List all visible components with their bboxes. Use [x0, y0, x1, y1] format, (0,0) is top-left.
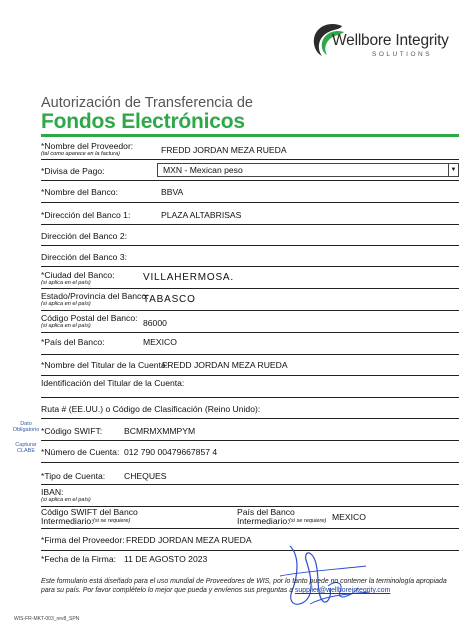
footer-disclaimer — [41, 577, 461, 595]
row-cp — [41, 311, 459, 333]
label-ident: Identificación del Titular de la Cuenta: — [41, 378, 185, 388]
label-cuenta: *Número de Cuenta: — [41, 447, 120, 457]
form-code: WIS-FR-MKT-003_rev8_SPN — [14, 616, 80, 622]
label-dir1: *Dirección del Banco 1: — [41, 210, 131, 220]
label-titular: *Nombre del Titular de la Cuenta: — [41, 360, 169, 370]
field-pais[interactable]: MEXICO — [143, 337, 177, 347]
field-dir1[interactable]: PLAZA ALTABRISAS — [161, 210, 242, 220]
row-ciudad — [41, 267, 459, 289]
currency-select[interactable] — [157, 163, 459, 177]
label-pais-int-2: Intermediario: — [237, 516, 290, 526]
label-pais: *País del Banco: — [41, 337, 105, 347]
signature-scribble — [270, 536, 380, 616]
label-ciudad: *Ciudad del Banco: — [41, 270, 115, 280]
footer-text: Este formulario está diseñado para el uso mundial de Proveedores de WIS, por lo tanto puede no contener la terminología apropiada para su país. Por favor complételo lo mejor que pueda y envíenos sus preguntas a — [41, 578, 447, 594]
field-estado[interactable]: TABASCO — [143, 294, 196, 305]
side-note-capturar-line2: CLABE — [16, 448, 36, 454]
note-iban: (si aplica en el país) — [41, 497, 91, 503]
label-cp: Código Postal del Banco: — [41, 313, 138, 323]
row-iban — [41, 485, 459, 507]
chevron-down-icon[interactable]: ▼ — [448, 164, 458, 176]
row-dir1 — [41, 203, 459, 225]
label-dir3: Dirección del Banco 3: — [41, 252, 127, 262]
row-fecha — [41, 551, 459, 572]
note-cp: (si aplica en el país) — [41, 323, 91, 329]
row-pais — [41, 333, 459, 355]
note-pais-int: (si se requiere) — [289, 518, 327, 524]
row-divisa — [41, 160, 459, 181]
label-iban: IBAN: — [41, 487, 64, 497]
row-banco — [41, 181, 459, 203]
label-swift: *Código SWIFT: — [41, 426, 103, 436]
field-pais-int[interactable]: MEXICO — [332, 512, 366, 522]
field-fecha[interactable]: 11 DE AGOSTO 2023 — [124, 554, 208, 564]
field-tipo[interactable]: CHEQUES — [124, 471, 167, 481]
label-tipo: *Tipo de Cuenta: — [41, 471, 106, 481]
field-titular[interactable]: FREDD JORDAN MEZA RUEDA — [162, 360, 288, 370]
currency-value: MXN - Mexican peso — [163, 165, 243, 175]
row-tipo — [41, 463, 459, 485]
row-estado — [41, 289, 459, 311]
side-note-capturar-line1: Capturar — [15, 442, 37, 448]
field-firma[interactable]: FREDD JORDAN MEZA RUEDA — [126, 535, 252, 545]
field-banco[interactable]: BBVA — [161, 187, 184, 197]
row-dir2 — [41, 225, 459, 246]
note-swift-int: (si se requiere) — [93, 518, 131, 524]
row-titular — [41, 355, 459, 376]
field-cuenta[interactable]: 012 790 00479667857 4 — [124, 447, 218, 457]
note-ciudad: (si aplica en el país) — [41, 280, 91, 286]
field-cp[interactable]: 86000 — [143, 318, 167, 328]
field-swift[interactable]: BCMRMXMMPYM — [124, 426, 196, 436]
brand-name: Wellbore Integrity — [332, 32, 449, 49]
row-swift — [41, 419, 459, 441]
form-subtitle: Autorización de Transferencia de — [41, 95, 253, 111]
label-ruta: Ruta # (EE.UU.) o Código de Clasificación (Reino Unido): — [41, 404, 261, 414]
note-proveedor: (tal como aparece en la factura) — [41, 151, 120, 157]
label-divisa: *Divisa de Pago: — [41, 166, 105, 176]
side-note-dato-line2: Obligatorio — [12, 427, 40, 433]
row-intermediario — [41, 507, 459, 529]
label-fecha: *Fecha de la Firma: — [41, 554, 116, 564]
label-proveedor: *Nombre del Proveedor: — [41, 141, 134, 151]
label-pais-int-1: País del Banco — [237, 507, 295, 517]
form-title: Fondos Electrónicos — [41, 110, 245, 133]
row-firma — [41, 529, 459, 551]
row-ruta — [41, 398, 459, 419]
side-note-dato-line1: Dato — [20, 421, 32, 427]
label-estado: Estado/Provincia del Banco: — [41, 291, 149, 301]
company-logo — [308, 18, 468, 68]
brand-sub: SOLUTIONS — [372, 51, 433, 58]
note-estado: (si aplica en el país) — [41, 301, 91, 307]
row-ident — [41, 376, 459, 398]
field-ciudad[interactable]: VILLAHERMOSA. — [143, 272, 234, 283]
label-swift-int-2: Intermediario: — [41, 516, 94, 526]
label-firma: *Firma del Proveedor: — [41, 535, 125, 545]
support-email-link[interactable]: supplier@wellboreintegrity.com — [294, 587, 391, 594]
label-swift-int-1: Código SWIFT del Banco — [41, 507, 138, 517]
row-cuenta — [41, 441, 459, 463]
row-proveedor — [41, 138, 459, 160]
field-proveedor[interactable]: FREDD JORDAN MEZA RUEDA — [161, 145, 287, 155]
label-banco: *Nombre del Banco: — [41, 187, 118, 197]
row-dir3 — [41, 246, 459, 267]
title-divider — [41, 134, 459, 137]
side-note-capturar — [12, 442, 40, 454]
label-dir2: Dirección del Banco 2: — [41, 231, 127, 241]
side-note-dato — [12, 421, 40, 433]
